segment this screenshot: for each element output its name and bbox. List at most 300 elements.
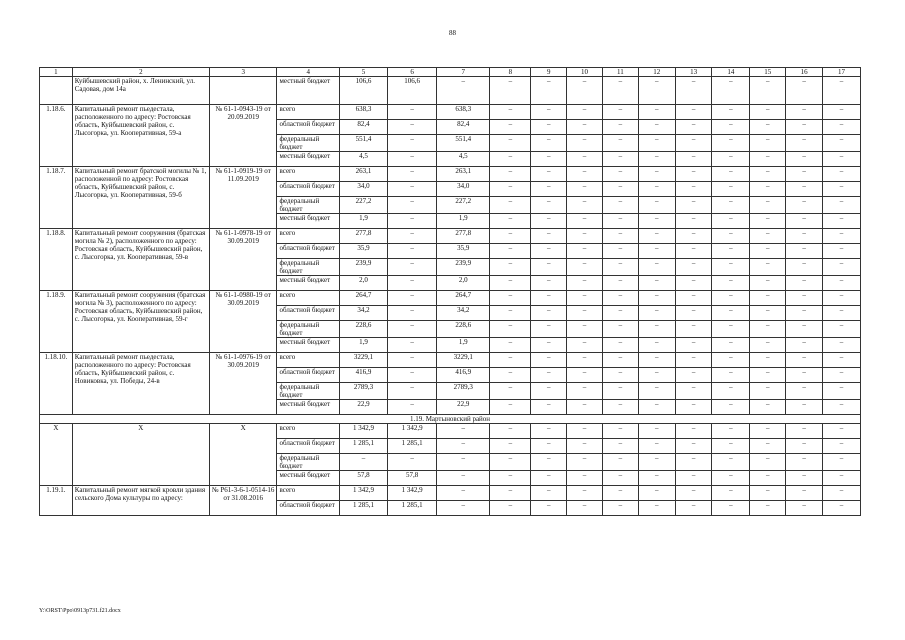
value-col7: 34,0: [437, 182, 490, 197]
value-cell: –: [602, 383, 638, 400]
value-cell: –: [602, 120, 638, 135]
file-path-footer: Y:\ORST\Ppo\0913p731.f21.docx: [39, 608, 121, 614]
value-col7: –: [437, 454, 490, 471]
value-cell: –: [531, 471, 567, 486]
value-col7: 22,9: [437, 400, 490, 415]
value-cell: –: [638, 400, 675, 415]
value-cell: –: [490, 182, 531, 197]
value-cell: –: [638, 471, 675, 486]
value-cell: –: [638, 439, 675, 454]
column-number: 16: [786, 68, 823, 77]
value-cell: –: [602, 197, 638, 214]
value-col6: 57,8: [388, 471, 437, 486]
table-row: [40, 77, 861, 105]
funding-source: федеральный бюджет: [277, 135, 339, 152]
value-cell: –: [490, 259, 531, 276]
value-cell: –: [602, 338, 638, 353]
value-cell: –: [602, 105, 638, 120]
value-cell: –: [712, 306, 750, 321]
value-col7: 228,6: [437, 321, 490, 338]
value-col6: –: [388, 276, 437, 291]
value-col6: –: [388, 214, 437, 229]
value-cell: –: [823, 353, 861, 368]
value-cell: –: [823, 214, 861, 229]
column-number: 17: [823, 68, 861, 77]
value-col7: –: [437, 77, 490, 105]
value-cell: –: [750, 501, 786, 516]
value-cell: –: [602, 259, 638, 276]
value-cell: –: [638, 167, 675, 182]
value-col7: –: [437, 471, 490, 486]
value-total: 3229,1: [339, 353, 387, 368]
page-number: 88: [449, 29, 456, 37]
object-name: Капитальный ремонт пьедестала, расположенного по адресу: Ростовская область, Куйбышевский район, с. Лысогорка, ул. Кооперативная, 59-а: [72, 105, 209, 167]
value-cell: –: [567, 259, 603, 276]
value-cell: –: [712, 454, 750, 471]
value-cell: –: [638, 244, 675, 259]
item-number: X: [40, 424, 73, 486]
value-col7: 34,2: [437, 306, 490, 321]
value-cell: –: [712, 471, 750, 486]
item-number: [40, 77, 73, 105]
item-number: 1.19.1.: [40, 486, 73, 516]
funding-source: местный бюджет: [277, 276, 339, 291]
funding-source: всего: [277, 424, 339, 439]
value-cell: –: [567, 105, 603, 120]
value-cell: –: [567, 135, 603, 152]
value-cell: –: [675, 400, 712, 415]
value-cell: –: [823, 120, 861, 135]
value-cell: –: [531, 486, 567, 501]
funding-source: всего: [277, 486, 339, 501]
value-col7: 239,9: [437, 259, 490, 276]
item-number: 1.18.7.: [40, 167, 73, 229]
funding-source: местный бюджет: [277, 152, 339, 167]
value-cell: –: [786, 167, 823, 182]
value-cell: –: [750, 424, 786, 439]
funding-source: всего: [277, 105, 339, 120]
funding-source: местный бюджет: [277, 77, 339, 105]
value-cell: –: [490, 424, 531, 439]
value-cell: –: [786, 400, 823, 415]
value-cell: –: [750, 120, 786, 135]
value-cell: –: [531, 167, 567, 182]
table-row: [40, 486, 861, 501]
value-cell: –: [675, 182, 712, 197]
value-col7: –: [437, 424, 490, 439]
value-total: 34,2: [339, 306, 387, 321]
value-cell: –: [786, 135, 823, 152]
value-cell: –: [750, 338, 786, 353]
value-cell: –: [638, 454, 675, 471]
value-cell: –: [712, 353, 750, 368]
value-cell: –: [823, 368, 861, 383]
value-cell: –: [531, 120, 567, 135]
value-cell: –: [786, 338, 823, 353]
value-total: 263,1: [339, 167, 387, 182]
value-cell: –: [712, 400, 750, 415]
value-cell: –: [823, 291, 861, 306]
funding-source: всего: [277, 229, 339, 244]
value-cell: –: [602, 229, 638, 244]
value-total: 277,8: [339, 229, 387, 244]
value-total: 34,0: [339, 182, 387, 197]
value-cell: –: [531, 338, 567, 353]
funding-source: федеральный бюджет: [277, 454, 339, 471]
value-cell: –: [823, 197, 861, 214]
value-col7: 4,5: [437, 152, 490, 167]
table-row: [40, 229, 861, 244]
value-cell: –: [567, 383, 603, 400]
value-cell: –: [490, 306, 531, 321]
funding-source: местный бюджет: [277, 471, 339, 486]
value-cell: –: [602, 306, 638, 321]
value-cell: –: [638, 321, 675, 338]
value-cell: –: [786, 120, 823, 135]
column-number: 10: [567, 68, 603, 77]
document-ref: № 61-1-0976-19 от 30.09.2019: [209, 353, 277, 415]
value-cell: –: [490, 120, 531, 135]
value-cell: –: [750, 439, 786, 454]
item-number: 1.18.10.: [40, 353, 73, 415]
value-col7: 3229,1: [437, 353, 490, 368]
district-header: 1.19. Мартыновский район: [40, 415, 861, 424]
value-cell: –: [602, 152, 638, 167]
value-cell: –: [675, 353, 712, 368]
table-row: [40, 424, 861, 439]
column-number: 6: [388, 68, 437, 77]
value-cell: –: [675, 291, 712, 306]
value-total: 1,9: [339, 214, 387, 229]
value-cell: –: [823, 321, 861, 338]
value-cell: –: [490, 244, 531, 259]
table-row: [40, 167, 861, 182]
value-cell: –: [675, 454, 712, 471]
funding-source: федеральный бюджет: [277, 197, 339, 214]
value-col6: 1 342,9: [388, 486, 437, 501]
value-cell: –: [750, 368, 786, 383]
value-cell: –: [531, 383, 567, 400]
value-cell: –: [638, 197, 675, 214]
value-total: 227,2: [339, 197, 387, 214]
value-cell: –: [786, 471, 823, 486]
table-row: [40, 353, 861, 368]
value-cell: –: [531, 321, 567, 338]
value-col6: –: [388, 229, 437, 244]
value-cell: –: [823, 276, 861, 291]
value-col7: 2789,3: [437, 383, 490, 400]
value-cell: –: [823, 244, 861, 259]
value-cell: –: [712, 167, 750, 182]
value-total: 1 285,1: [339, 439, 387, 454]
value-total: 416,9: [339, 368, 387, 383]
value-cell: –: [531, 368, 567, 383]
value-cell: –: [531, 400, 567, 415]
value-total: 1,9: [339, 338, 387, 353]
value-cell: –: [602, 471, 638, 486]
object-name: Капитальный ремонт братской могилы № 1, расположенной по адресу: Ростовская область, Куйбышевский район, с. Лысогорка, ул. Кооперативная, 59-б: [72, 167, 209, 229]
district-header-row: [40, 415, 861, 424]
document-ref: № 61-1-0978-19 от 30.09.2019: [209, 229, 277, 291]
value-col7: –: [437, 439, 490, 454]
value-cell: –: [786, 306, 823, 321]
value-cell: –: [490, 105, 531, 120]
value-cell: –: [602, 135, 638, 152]
value-cell: –: [750, 276, 786, 291]
value-col6: –: [388, 167, 437, 182]
value-col7: 227,2: [437, 197, 490, 214]
funding-source: федеральный бюджет: [277, 383, 339, 400]
value-cell: –: [823, 152, 861, 167]
column-number: 13: [675, 68, 712, 77]
value-cell: –: [675, 259, 712, 276]
value-col6: –: [388, 135, 437, 152]
value-cell: –: [567, 454, 603, 471]
value-total: 239,9: [339, 259, 387, 276]
value-cell: –: [675, 486, 712, 501]
value-cell: –: [567, 291, 603, 306]
column-number: 8: [490, 68, 531, 77]
value-total: 638,3: [339, 105, 387, 120]
value-cell: –: [602, 353, 638, 368]
value-cell: –: [567, 120, 603, 135]
value-total: 228,6: [339, 321, 387, 338]
value-cell: –: [675, 229, 712, 244]
value-cell: –: [602, 167, 638, 182]
value-col6: 1 285,1: [388, 501, 437, 516]
value-col6: –: [388, 120, 437, 135]
value-cell: –: [490, 276, 531, 291]
document-ref: № 61-1-0919-19 от 11.09.2019: [209, 167, 277, 229]
value-cell: –: [675, 501, 712, 516]
value-total: 551,4: [339, 135, 387, 152]
value-cell: –: [750, 152, 786, 167]
value-cell: –: [567, 424, 603, 439]
value-cell: –: [567, 353, 603, 368]
value-cell: –: [750, 197, 786, 214]
value-total: 2,0: [339, 276, 387, 291]
value-cell: –: [490, 229, 531, 244]
value-cell: –: [567, 321, 603, 338]
value-cell: –: [675, 338, 712, 353]
value-cell: –: [712, 383, 750, 400]
value-cell: –: [531, 454, 567, 471]
value-cell: –: [712, 105, 750, 120]
value-cell: –: [675, 306, 712, 321]
value-cell: –: [823, 77, 861, 105]
value-cell: –: [823, 229, 861, 244]
column-number: 2: [72, 68, 209, 77]
value-cell: –: [531, 424, 567, 439]
value-cell: –: [712, 486, 750, 501]
value-col7: 1,9: [437, 338, 490, 353]
object-name: Капитальный ремонт сооружения (братская могила № 3), расположенного по адресу: Ростовская область, Куйбышевский район, с. Лысогорка, ул. Кооперативная, 59-г: [72, 291, 209, 353]
value-col6: –: [388, 105, 437, 120]
value-cell: –: [602, 214, 638, 229]
value-col6: –: [388, 383, 437, 400]
value-cell: –: [675, 244, 712, 259]
value-col6: –: [388, 197, 437, 214]
document-ref: [209, 77, 277, 105]
value-cell: –: [567, 77, 603, 105]
value-cell: –: [786, 105, 823, 120]
item-number: 1.18.9.: [40, 291, 73, 353]
value-cell: –: [823, 501, 861, 516]
value-col6: –: [388, 353, 437, 368]
value-cell: –: [675, 439, 712, 454]
value-cell: –: [490, 197, 531, 214]
value-cell: –: [567, 197, 603, 214]
value-cell: –: [567, 167, 603, 182]
value-col6: –: [388, 321, 437, 338]
value-cell: –: [823, 439, 861, 454]
value-cell: –: [823, 454, 861, 471]
funding-source: всего: [277, 291, 339, 306]
value-col6: –: [388, 152, 437, 167]
value-cell: –: [638, 135, 675, 152]
funding-source: местный бюджет: [277, 214, 339, 229]
value-cell: –: [823, 167, 861, 182]
value-cell: –: [786, 321, 823, 338]
value-cell: –: [490, 77, 531, 105]
value-cell: –: [675, 321, 712, 338]
value-cell: –: [567, 244, 603, 259]
value-cell: –: [750, 471, 786, 486]
funding-source: областной бюджет: [277, 439, 339, 454]
value-total: 1 342,9: [339, 486, 387, 501]
value-cell: –: [712, 135, 750, 152]
value-col7: 1,9: [437, 214, 490, 229]
value-col7: 263,1: [437, 167, 490, 182]
value-cell: –: [750, 214, 786, 229]
value-cell: –: [786, 229, 823, 244]
value-cell: –: [786, 368, 823, 383]
funding-source: местный бюджет: [277, 400, 339, 415]
value-col6: –: [388, 368, 437, 383]
value-cell: –: [638, 276, 675, 291]
value-col6: –: [388, 244, 437, 259]
value-total: 57,8: [339, 471, 387, 486]
value-col7: 551,4: [437, 135, 490, 152]
object-name: Капитальный ремонт мягкой кровли здания сельского Дома культуры по адресу:: [72, 486, 209, 516]
value-cell: –: [750, 167, 786, 182]
value-cell: –: [567, 368, 603, 383]
value-cell: –: [712, 244, 750, 259]
value-cell: –: [675, 424, 712, 439]
value-cell: –: [712, 276, 750, 291]
value-cell: –: [638, 182, 675, 197]
value-cell: –: [786, 77, 823, 105]
value-cell: –: [531, 259, 567, 276]
value-cell: –: [750, 353, 786, 368]
value-cell: –: [531, 182, 567, 197]
value-col6: –: [388, 306, 437, 321]
value-cell: –: [531, 353, 567, 368]
value-cell: –: [638, 383, 675, 400]
value-cell: –: [750, 244, 786, 259]
value-cell: –: [531, 439, 567, 454]
value-total: 1 285,1: [339, 501, 387, 516]
value-cell: –: [638, 486, 675, 501]
value-cell: –: [490, 454, 531, 471]
value-cell: –: [490, 439, 531, 454]
value-cell: –: [712, 120, 750, 135]
value-cell: –: [675, 276, 712, 291]
value-cell: –: [712, 182, 750, 197]
value-cell: –: [567, 182, 603, 197]
value-cell: –: [712, 152, 750, 167]
value-cell: –: [823, 338, 861, 353]
value-cell: –: [750, 77, 786, 105]
value-cell: –: [567, 152, 603, 167]
funding-source: всего: [277, 353, 339, 368]
value-cell: –: [712, 368, 750, 383]
value-cell: –: [786, 244, 823, 259]
value-cell: –: [567, 501, 603, 516]
value-cell: –: [675, 167, 712, 182]
column-number: 9: [531, 68, 567, 77]
value-cell: –: [490, 321, 531, 338]
value-cell: –: [823, 135, 861, 152]
value-col6: 1 285,1: [388, 439, 437, 454]
value-col7: 277,8: [437, 229, 490, 244]
value-cell: –: [602, 454, 638, 471]
value-cell: –: [786, 501, 823, 516]
value-cell: –: [750, 383, 786, 400]
value-cell: –: [490, 383, 531, 400]
value-cell: –: [567, 276, 603, 291]
value-cell: –: [675, 77, 712, 105]
value-cell: –: [602, 244, 638, 259]
value-cell: –: [750, 259, 786, 276]
value-cell: –: [490, 368, 531, 383]
value-cell: –: [786, 353, 823, 368]
value-cell: –: [638, 120, 675, 135]
value-cell: –: [675, 214, 712, 229]
value-cell: –: [823, 306, 861, 321]
column-number: 12: [638, 68, 675, 77]
value-cell: –: [567, 306, 603, 321]
funding-source: федеральный бюджет: [277, 321, 339, 338]
value-cell: –: [602, 400, 638, 415]
value-cell: –: [750, 454, 786, 471]
funding-source: всего: [277, 167, 339, 182]
value-cell: –: [712, 501, 750, 516]
value-col7: 82,4: [437, 120, 490, 135]
value-col6: 106,6: [388, 77, 437, 105]
column-number: 5: [339, 68, 387, 77]
value-cell: –: [602, 182, 638, 197]
value-cell: –: [675, 368, 712, 383]
object-name: Капитальный ремонт пьедестала, расположенного по адресу: Ростовская область, Куйбышевский район, с. Новиковка, ул. Победы, 24-в: [72, 353, 209, 415]
value-cell: –: [786, 439, 823, 454]
value-cell: –: [638, 259, 675, 276]
value-cell: –: [823, 486, 861, 501]
value-col6: –: [388, 259, 437, 276]
value-cell: –: [490, 214, 531, 229]
column-number-row: [40, 68, 861, 77]
value-cell: –: [750, 291, 786, 306]
value-cell: –: [786, 197, 823, 214]
value-col6: 1 342,9: [388, 424, 437, 439]
funding-source: областной бюджет: [277, 306, 339, 321]
value-cell: –: [786, 291, 823, 306]
value-total: 22,9: [339, 400, 387, 415]
value-cell: –: [638, 353, 675, 368]
column-number: 1: [40, 68, 73, 77]
value-total: 1 342,9: [339, 424, 387, 439]
value-cell: –: [567, 439, 603, 454]
